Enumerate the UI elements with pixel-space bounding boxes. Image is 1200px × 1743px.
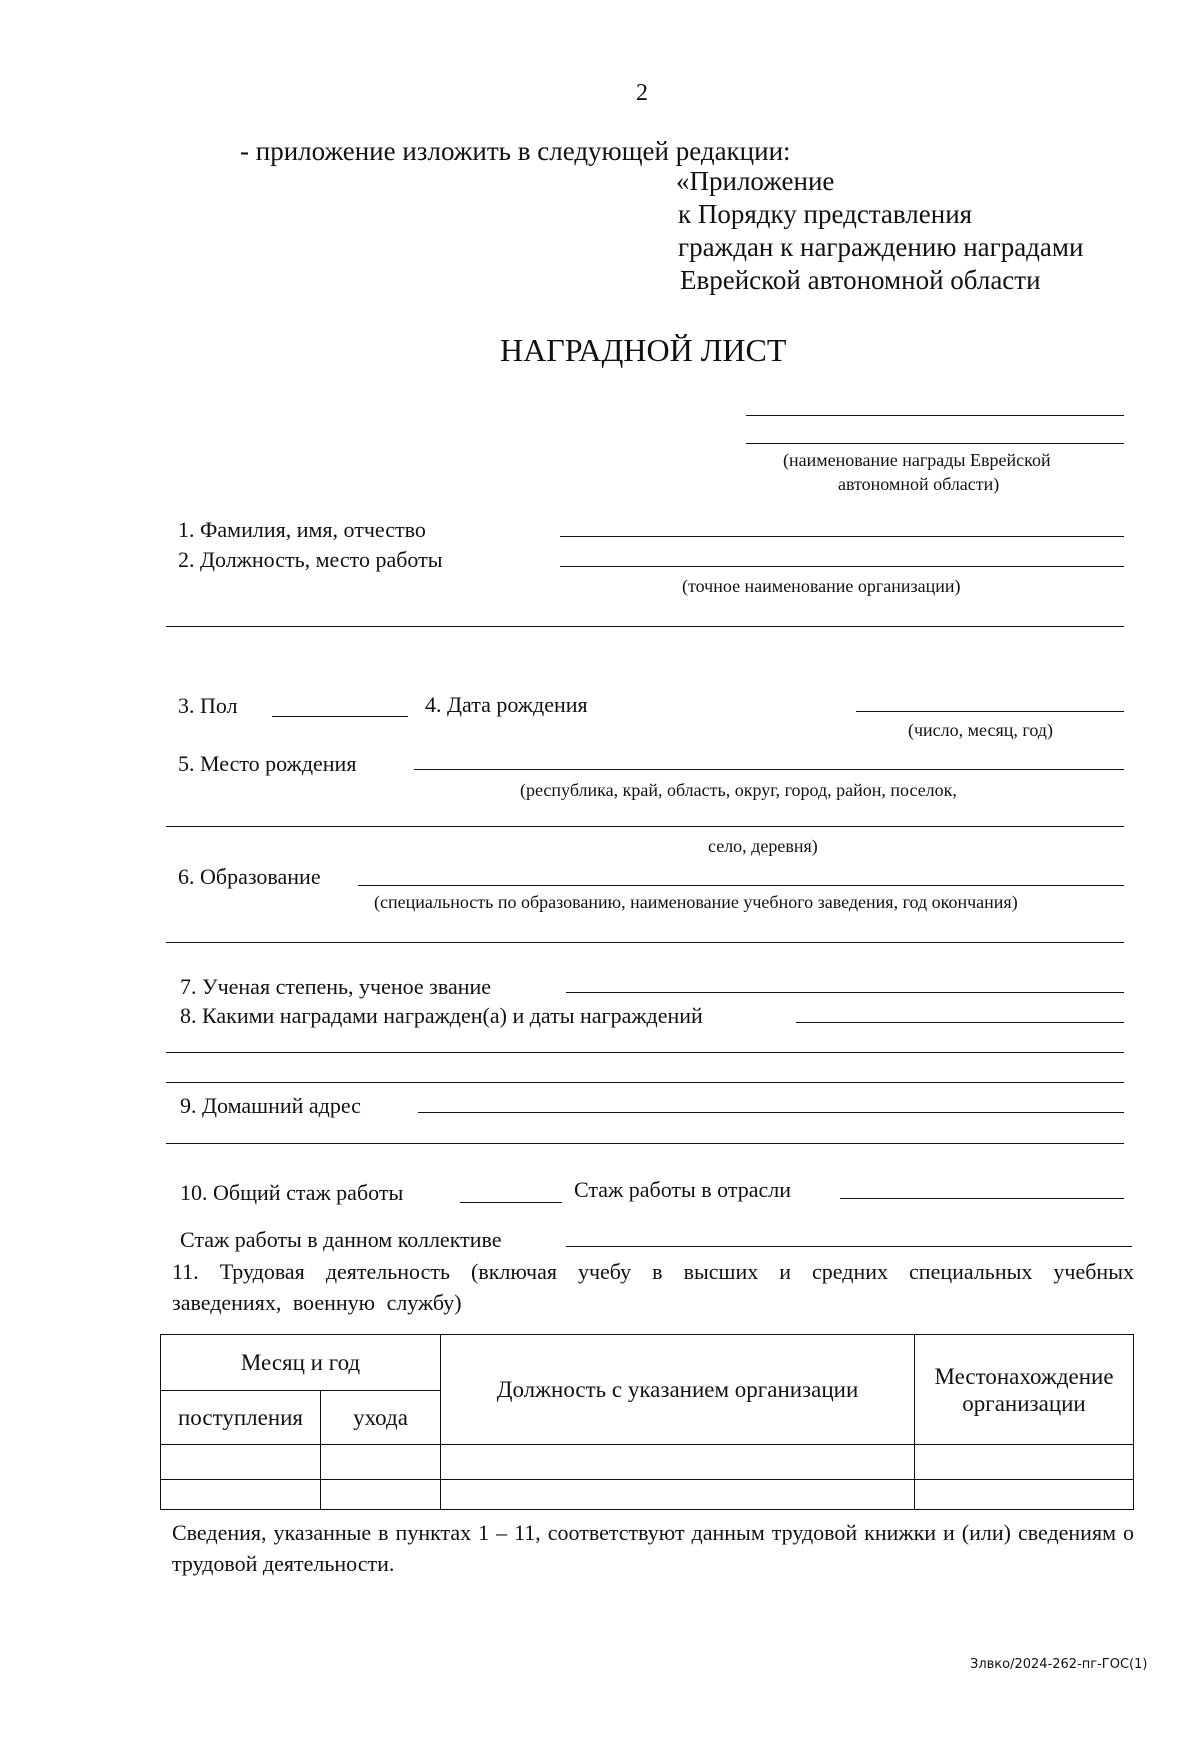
field-9-line-2[interactable] (166, 1143, 1124, 1144)
field-10-team-label: Стаж работы в данном коллективе (180, 1227, 502, 1252)
table-cell[interactable] (441, 1445, 915, 1480)
table-cell[interactable] (915, 1445, 1134, 1480)
table-cell[interactable] (161, 1480, 321, 1510)
field-1-line[interactable] (560, 536, 1124, 537)
table-header-month-year: Месяц и год (161, 1335, 441, 1391)
field-8-line-2[interactable] (166, 1052, 1124, 1053)
field-3-label: 3. Пол (178, 693, 238, 718)
table-cell[interactable] (321, 1480, 441, 1510)
field-9-line[interactable] (418, 1112, 1124, 1113)
field-6-line-2[interactable] (166, 942, 1124, 943)
award-caption-2: автономной области) (838, 474, 1000, 494)
table-row (161, 1480, 1134, 1510)
table-cell[interactable] (321, 1445, 441, 1480)
table-header-position: Должность с указанием организации (441, 1335, 915, 1445)
appendix-line-4: Еврейской автономной области (680, 265, 1041, 295)
field-9-label: 9. Домашний адрес (180, 1093, 361, 1118)
appendix-line-2: к Порядку представления (678, 199, 973, 229)
field-5-line-2[interactable] (166, 826, 1124, 827)
table-header-exit: ухода (321, 1391, 441, 1445)
table-header-entry: поступления (161, 1391, 321, 1445)
field-5-caption-1: (республика, край, область, округ, город, район, поселок, (520, 780, 957, 800)
field-2-line-2[interactable] (166, 626, 1124, 627)
work-history-table (160, 1334, 1134, 1510)
table-cell[interactable] (161, 1445, 321, 1480)
table-cell[interactable] (441, 1480, 915, 1510)
field-6-line[interactable] (358, 885, 1124, 886)
field-4-caption: (число, месяц, год) (908, 720, 1053, 740)
footer-code: Злвко/2024-262-пг-ГОС(1) (970, 1657, 1148, 1672)
field-8-line[interactable] (796, 1022, 1124, 1023)
field-7-label: 7. Ученая степень, ученое звание (180, 974, 492, 999)
field-2-caption: (точное наименование организации) (682, 576, 961, 596)
field-5-label: 5. Место рождения (178, 751, 357, 776)
field-10-line[interactable] (460, 1202, 562, 1203)
appendix-line-3: граждан к награждению наградами (678, 232, 1084, 262)
page-number: 2 (636, 80, 648, 106)
award-name-line-2[interactable] (746, 443, 1124, 444)
field-6-label: 6. Образование (178, 864, 321, 889)
award-name-line-1[interactable] (746, 415, 1124, 416)
appendix-line-1: «Приложение (676, 166, 835, 196)
field-7-line[interactable] (566, 992, 1124, 993)
field-8-line-3[interactable] (166, 1082, 1124, 1083)
document-title: НАГРАДНОЙ ЛИСТ (500, 332, 787, 368)
field-11-label: 11. Трудовая деятельность (включая учебу в высших и средних специальных учебных заведениях, военную службу) (172, 1259, 1134, 1315)
field-10-team-line[interactable] (566, 1246, 1132, 1247)
field-2-label: 2. Должность, место работы (178, 547, 443, 572)
table-cell[interactable] (915, 1480, 1134, 1510)
field-2-line[interactable] (560, 566, 1124, 567)
field-1-label: 1. Фамилия, имя, отчество (178, 517, 426, 542)
field-5-caption-2: село, деревня) (708, 836, 818, 856)
field-10-label: 10. Общий стаж работы (180, 1180, 404, 1205)
table-row (161, 1445, 1134, 1480)
field-10-industry-line[interactable] (840, 1198, 1124, 1199)
award-caption-1: (наименование награды Еврейской (783, 450, 1051, 470)
field-8-label: 8. Какими наградами награжден(а) и даты награждений (180, 1003, 703, 1028)
intro-text: - приложение изложить в следующей редакции: (240, 136, 791, 166)
field-5-line[interactable] (414, 769, 1124, 770)
field-10-industry-label: Стаж работы в отрасли (574, 1177, 792, 1202)
field-3-line[interactable] (272, 716, 408, 717)
field-6-caption: (специальность по образованию, наименование учебного заведения, год окончания) (374, 892, 1018, 912)
table-header-location: Местонахождение организации (915, 1335, 1134, 1445)
field-4-line[interactable] (856, 711, 1124, 712)
field-4-label: 4. Дата рождения (425, 692, 588, 717)
confirmation-text: Сведения, указанные в пунктах 1 – 11, соответствуют данным трудовой книжки и (или) сведениям о трудовой деятельности. (172, 1520, 1134, 1576)
